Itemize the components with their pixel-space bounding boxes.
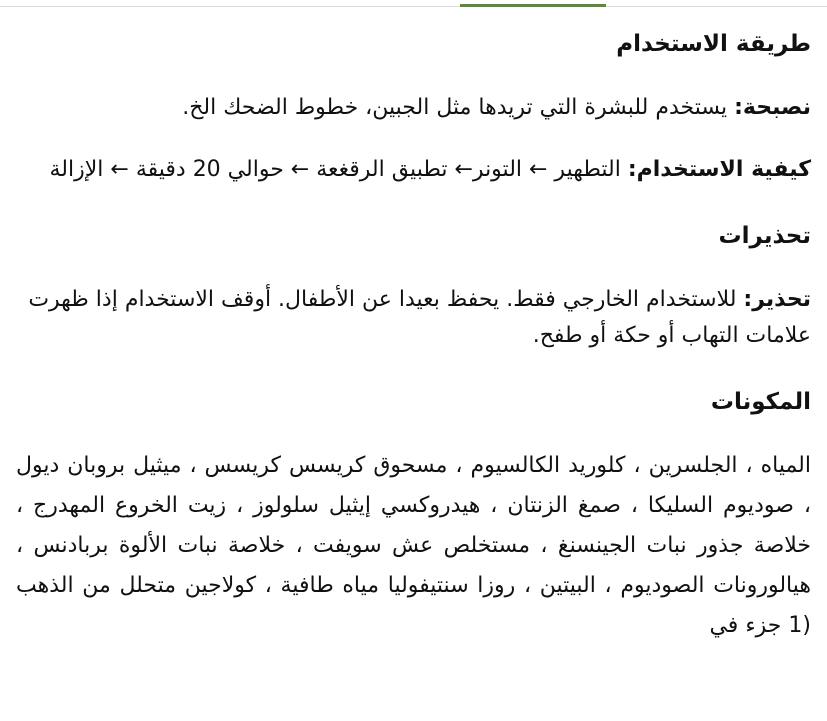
how-to-use-label: كيفية الاستخدام:	[627, 157, 811, 182]
product-details	[16, 16, 811, 646]
tip-label: نصبحة:	[734, 95, 811, 120]
active-tab-indicator	[460, 4, 606, 7]
usage-tip	[16, 90, 811, 126]
warning-text: للاستخدام الخارجي فقط. يحفظ بعيدا عن الأطفال. أوقف الاستخدام إذا ظهرت علامات التهاب أو حكة أو طفح.	[28, 287, 811, 348]
warning-label: تحذير:	[743, 287, 811, 312]
warnings-heading: تحذيرات	[718, 223, 811, 249]
how-to-use-text: التطهير ← التونر← تطبيق الرقغعة ← حوالي 20 دقيقة ← الإزالة	[49, 157, 628, 182]
tip-text: يستخدم للبشرة التي تريدها مثل الجبين، خطوط الضحك الخ.	[182, 95, 735, 120]
warning-paragraph	[16, 282, 811, 354]
top-divider	[0, 6, 827, 7]
ingredients-heading: المكونات	[710, 389, 811, 415]
top-bar	[0, 0, 827, 8]
usage-heading: طريقة الاستخدام	[616, 31, 811, 57]
usage-steps	[16, 152, 811, 188]
ingredients-list: المياه ، الجلسرين ، كلوريد الكالسيوم ، مسحوق كريسس كريسس ، ميثيل بروبان ديول ، صوديوم السليكا ، صمغ الزنتان ، هيدروكسي إيثيل سلولوز ، زيت الخروع المهدرج ، خلاصة جذور نبات الجينسنغ ، مستخلص عش سويفت ، خلاصة نبات الألوة بربادنس ، هيالورونات الصوديوم ، البيتين ، روزا سنتيفوليا مياه طافية ، كولاجين متحلل من الذهب (1 جزء في	[16, 453, 811, 638]
